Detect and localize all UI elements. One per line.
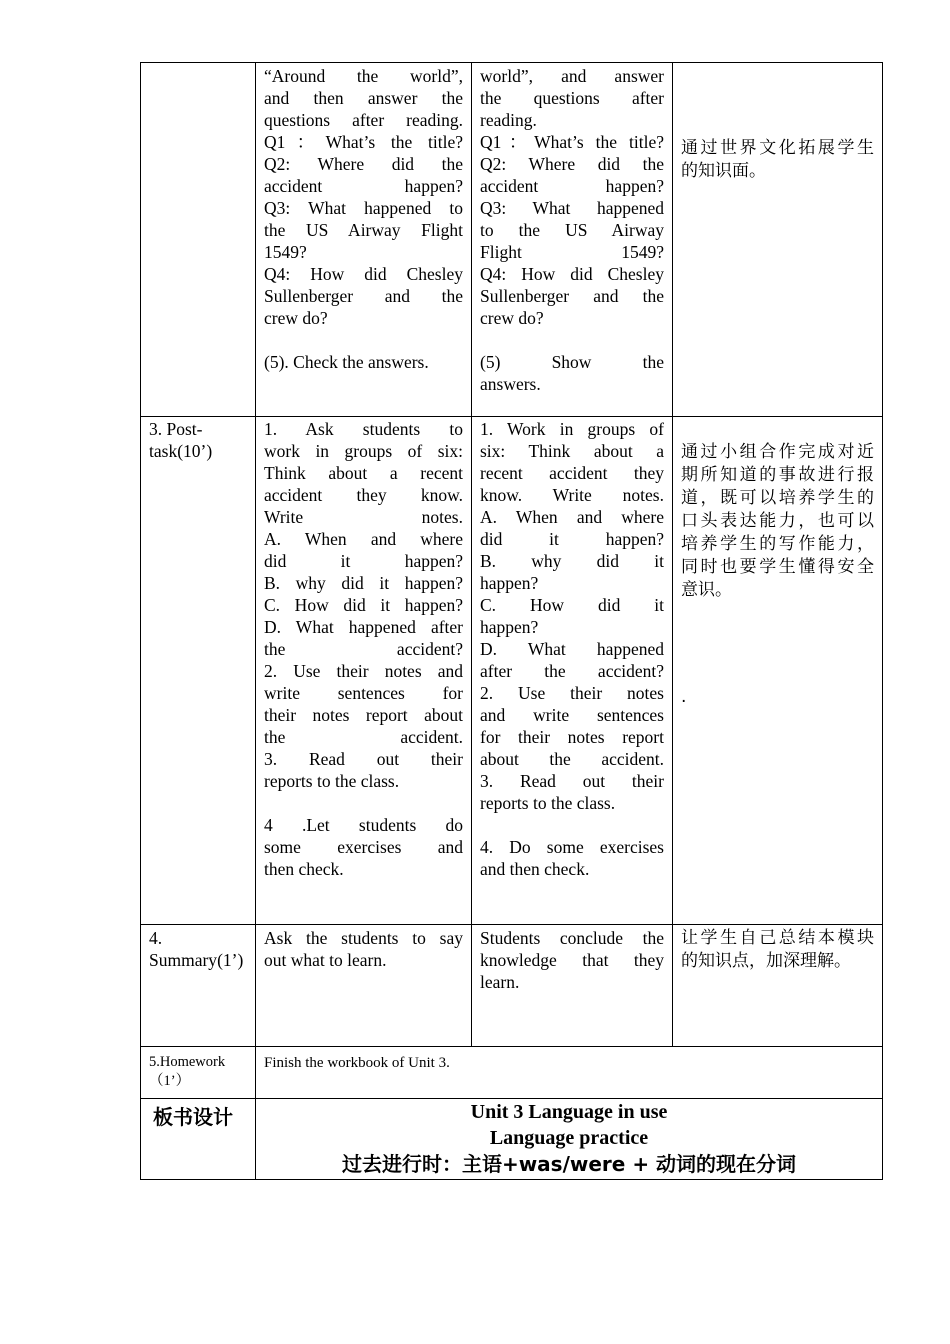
teacher-activity-line: the accident. xyxy=(264,727,463,747)
stage-label-line: (1’) xyxy=(217,950,244,970)
stage-cell xyxy=(141,417,256,925)
student-activity-line xyxy=(480,329,664,351)
purpose-line: 通过小组合作完成对近 xyxy=(681,442,874,462)
board-grammar-rule: 过去进行时：主语+was/were + 动词的现在分词 xyxy=(341,1152,797,1176)
student-activity-line: Flight 1549? xyxy=(480,242,664,262)
student-activity-line xyxy=(480,814,664,836)
teacher-activity-line: C. How did it happen? xyxy=(264,595,463,615)
purpose-line: 培养学生的写作能力， xyxy=(681,534,874,554)
stage-label-line: （1’） xyxy=(149,1073,191,1089)
student-activity-cell xyxy=(472,925,673,1047)
board-content-cell xyxy=(256,1099,883,1180)
student-activity-line: B. why did it xyxy=(480,551,664,571)
teacher-activity-line: Q1：What’s the title? xyxy=(264,132,463,152)
teacher-activity-line: Think about a recent xyxy=(264,463,463,483)
purpose-mark: . xyxy=(681,687,687,707)
teacher-activity-line: 3. Read out their xyxy=(264,749,463,769)
student-activity-line: recent accident they xyxy=(480,463,664,483)
student-activity-line: answers. xyxy=(480,374,541,394)
teacher-activity-line: B. why did it happen? xyxy=(264,573,463,593)
teacher-activity-line: “Around the world”, xyxy=(264,66,463,86)
table-row-post-task xyxy=(141,417,883,925)
student-activity-line: A. When and where xyxy=(480,507,664,527)
teacher-activity-cell xyxy=(256,63,472,417)
board-design-label: 板书设计 xyxy=(153,1105,233,1129)
student-activity-line: and then check. xyxy=(480,859,590,879)
teacher-activity-line: Ask the students to say xyxy=(264,928,463,948)
table-row-summary xyxy=(141,925,883,1047)
student-activity-line: six: Think about a xyxy=(480,441,664,461)
table-row-homework xyxy=(141,1047,883,1099)
teacher-activity-line: Sullenberger and the xyxy=(264,286,463,306)
student-activity-line: and write sentences xyxy=(480,705,664,725)
student-activity-line: reports to the class. xyxy=(480,793,616,813)
student-activity-line: happen? xyxy=(480,573,539,593)
student-activity-line: did it happen? xyxy=(480,529,664,549)
teacher-activity-line: did it happen? xyxy=(264,551,463,571)
teacher-activity-line xyxy=(264,329,463,351)
lesson-plan-table xyxy=(140,62,883,1180)
student-activity-line: to the US Airway xyxy=(480,220,664,240)
board-subtitle: Language practice xyxy=(489,1127,649,1149)
purpose-line: 的知识面。 xyxy=(681,161,766,181)
teacher-activity-line: Q4: How did Chesley xyxy=(264,264,463,284)
teacher-activity-line: (5). Check the answers. xyxy=(264,352,429,372)
teacher-activity-line: out what to learn. xyxy=(264,950,387,970)
student-activity-cell xyxy=(472,63,673,417)
homework-content-cell xyxy=(256,1047,883,1099)
purpose-cell xyxy=(673,417,883,925)
student-activity-line: 1. Work in groups of xyxy=(480,419,664,439)
purpose-line: 道，既可以培养学生的 xyxy=(681,488,874,508)
student-activity-line: for their notes report xyxy=(480,727,664,747)
student-activity-line: Q1：What’s the title? xyxy=(480,132,664,152)
student-activity-line: reading. xyxy=(480,110,537,130)
teacher-activity-line: write sentences for xyxy=(264,683,463,703)
teacher-activity-line: accident they know. xyxy=(264,485,463,505)
student-activity-cell xyxy=(472,417,673,925)
student-activity-line: about the accident. xyxy=(480,749,664,769)
teacher-activity-line: D. What happened after xyxy=(264,617,463,637)
purpose-cell xyxy=(673,925,883,1047)
board-label-cell xyxy=(141,1099,256,1180)
student-activity-line: crew do? xyxy=(480,308,544,328)
stage-label-line: 3. Post-task xyxy=(149,419,203,461)
student-activity-line: 3. Read out their xyxy=(480,771,664,791)
teacher-activity-line: reports to the class. xyxy=(264,771,400,791)
board-title: Unit 3 Language in use xyxy=(470,1101,668,1123)
stage-label-line: (10’) xyxy=(177,441,213,461)
teacher-activity-line: Write notes. xyxy=(264,507,463,527)
teacher-activity-line: 4 .Let students do xyxy=(264,815,463,835)
table-row-reading xyxy=(141,63,883,417)
purpose-cell xyxy=(673,63,883,417)
homework-content: Finish the workbook of Unit 3. xyxy=(264,1055,450,1071)
teacher-activity-line: the accident? xyxy=(264,639,463,659)
stage-label-line: 4. Summary xyxy=(149,928,218,970)
purpose-line: 意识。 xyxy=(681,580,732,600)
teacher-activity-cell xyxy=(256,925,472,1047)
teacher-activity-line: some exercises and xyxy=(264,837,463,857)
teacher-activity-line: and then answer the xyxy=(264,88,463,108)
stage-cell xyxy=(141,63,256,417)
purpose-line: 同时也要学生懂得安全 xyxy=(681,557,874,577)
teacher-activity-line: the US Airway Flight xyxy=(264,220,463,240)
stage-cell xyxy=(141,1047,256,1099)
teacher-activity-line: crew do? xyxy=(264,308,328,328)
teacher-activity-line: A. When and where xyxy=(264,529,463,549)
teacher-activity-line: questions after reading. xyxy=(264,110,463,130)
student-activity-line: world”, and answer xyxy=(480,66,664,86)
teacher-activity-line: 2. Use their notes and xyxy=(264,661,463,681)
purpose-line: 口头表达能力，也可以 xyxy=(681,511,874,531)
student-activity-line: learn. xyxy=(480,972,520,992)
teacher-activity-line: work in groups of six: xyxy=(264,441,463,461)
stage-cell xyxy=(141,925,256,1047)
teacher-activity-line: Q2: Where did the xyxy=(264,154,463,174)
student-activity-line: Students conclude the xyxy=(480,928,664,948)
student-activity-line: Q3: What happened xyxy=(480,198,664,218)
student-activity-line: after the accident? xyxy=(480,661,664,681)
purpose-line: 期所知道的事故进行报 xyxy=(681,465,874,485)
student-activity-line: knowledge that they xyxy=(480,950,664,970)
purpose-line: 的知识点，加深理解。 xyxy=(681,951,851,971)
student-activity-line: Sullenberger and the xyxy=(480,286,664,306)
purpose-line: 通过世界文化拓展学生 xyxy=(681,138,874,158)
student-activity-line: (5) Show the xyxy=(480,352,664,372)
table-row-board-design xyxy=(141,1099,883,1180)
student-activity-line: Q4: How did Chesley xyxy=(480,264,664,284)
student-activity-line: D. What happened xyxy=(480,639,664,659)
teacher-activity-line: 1. Ask students to xyxy=(264,419,463,439)
stage-label-line: 5.Homework xyxy=(149,1054,226,1070)
teacher-activity-line: Q3: What happened to xyxy=(264,198,463,218)
teacher-activity-line: their notes report about xyxy=(264,705,463,725)
student-activity-line: know. Write notes. xyxy=(480,485,664,505)
teacher-activity-line: accident happen? xyxy=(264,176,463,196)
student-activity-line: 2. Use their notes xyxy=(480,683,664,703)
teacher-activity-line: 1549? xyxy=(264,242,307,262)
student-activity-line: happen? xyxy=(480,617,539,637)
teacher-activity-line xyxy=(264,792,463,814)
teacher-activity-cell xyxy=(256,417,472,925)
student-activity-line: 4. Do some exercises xyxy=(480,837,664,857)
student-activity-line: the questions after xyxy=(480,88,664,108)
teacher-activity-line: then check. xyxy=(264,859,344,879)
student-activity-line: C. How did it xyxy=(480,595,664,615)
student-activity-line: Q2: Where did the xyxy=(480,154,664,174)
student-activity-line: accident happen? xyxy=(480,176,664,196)
purpose-line: 让学生自己总结本模块 xyxy=(681,928,874,948)
